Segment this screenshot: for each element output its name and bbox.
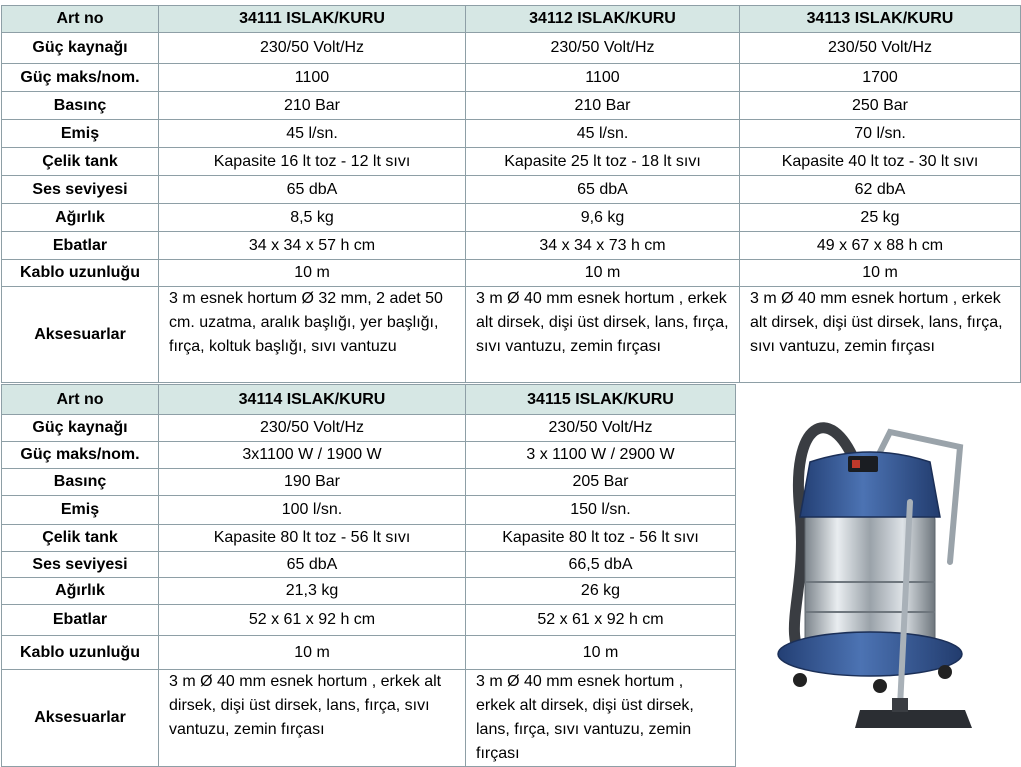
cell-value: Kapasite 25 lt toz - 18 lt sıvı <box>466 148 740 176</box>
header-label: Art no <box>2 6 159 33</box>
cell-value: 52 x 61 x 92 h cm <box>466 605 736 636</box>
row-label: Basınç <box>2 92 159 120</box>
cell-value: 230/50 Volt/Hz <box>466 33 740 64</box>
spec-row-power-supply <box>2 415 736 442</box>
spec-row-steel-tank <box>2 525 736 552</box>
accessories-text: 3 m Ø 40 mm esnek hortum , erkek alt dirsek, dişi üst dirsek, lans, fırça, sıvı vantuzu, zemin fırçası <box>159 670 466 767</box>
cell-value: 10 m <box>159 260 466 287</box>
spec-row-cable-length <box>2 636 736 670</box>
cell-value: 52 x 61 x 92 h cm <box>159 605 466 636</box>
spec-table-2 <box>1 384 736 767</box>
wet-dry-vacuum-cleaner-icon <box>760 392 992 752</box>
cell-value: 65 dbA <box>159 176 466 204</box>
row-label: Çelik tank <box>2 148 159 176</box>
spec-row-weight <box>2 204 1021 232</box>
accessories-text: 3 m Ø 40 mm esnek hortum , erkek alt dirsek, dişi üst dirsek, lans, fırça, sıvı vantuzu, zemin fırçası <box>466 670 736 767</box>
model-name: 34112 ISLAK/KURU <box>466 6 740 33</box>
header-row <box>2 6 1021 33</box>
spec-row-dimensions <box>2 232 1021 260</box>
cell-value: 45 l/sn. <box>159 120 466 148</box>
header-label: Art no <box>2 385 159 415</box>
spec-row-weight <box>2 578 736 605</box>
row-label: Kablo uzunluğu <box>2 636 159 670</box>
spec-row-suction <box>2 496 736 525</box>
cell-value: 230/50 Volt/Hz <box>159 33 466 64</box>
header-row <box>2 385 736 415</box>
model-name: 34115 ISLAK/KURU <box>466 385 736 415</box>
accessories-text: 3 m Ø 40 mm esnek hortum , erkek alt dirsek, dişi üst dirsek, lans, fırça, sıvı vantuzu, zemin fırçası <box>466 287 740 383</box>
cell-value: Kapasite 40 lt toz - 30 lt sıvı <box>740 148 1021 176</box>
model-name: 34111 ISLAK/KURU <box>159 6 466 33</box>
cell-value: 70 l/sn. <box>740 120 1021 148</box>
row-label: Aksesuarlar <box>2 670 159 767</box>
cell-value: 1100 <box>466 64 740 92</box>
row-label: Aksesuarlar <box>2 287 159 383</box>
cell-value: 66,5 dbA <box>466 552 736 578</box>
cell-value: 25 kg <box>740 204 1021 232</box>
cell-value: 1100 <box>159 64 466 92</box>
cell-value: 34 x 34 x 73 h cm <box>466 232 740 260</box>
row-label: Çelik tank <box>2 525 159 552</box>
row-label: Güç kaynağı <box>2 415 159 442</box>
cell-value: 250 Bar <box>740 92 1021 120</box>
cell-value: 230/50 Volt/Hz <box>159 415 466 442</box>
row-label: Ebatlar <box>2 232 159 260</box>
spec-row-pressure <box>2 92 1021 120</box>
cell-value: 3 x 1100 W / 2900 W <box>466 442 736 469</box>
cell-value: 10 m <box>740 260 1021 287</box>
cell-value: 10 m <box>466 636 736 670</box>
spec-row-power-supply <box>2 33 1021 64</box>
cell-value: Kapasite 80 lt toz - 56 lt sıvı <box>466 525 736 552</box>
spec-row-power <box>2 64 1021 92</box>
cell-value: 34 x 34 x 57 h cm <box>159 232 466 260</box>
cell-value: 210 Bar <box>466 92 740 120</box>
model-name: 34114 ISLAK/KURU <box>159 385 466 415</box>
cell-value: 8,5 kg <box>159 204 466 232</box>
spec-row-accessories <box>2 287 1021 383</box>
cell-value: 3x1100 W / 1900 W <box>159 442 466 469</box>
cell-value: 65 dbA <box>159 552 466 578</box>
spec-row-pressure <box>2 469 736 496</box>
row-label: Ses seviyesi <box>2 176 159 204</box>
row-label: Güç maks/nom. <box>2 442 159 469</box>
spec-row-dimensions <box>2 605 736 636</box>
cell-value: 150 l/sn. <box>466 496 736 525</box>
row-label: Ağırlık <box>2 578 159 605</box>
spec-row-steel-tank <box>2 148 1021 176</box>
spec-row-suction <box>2 120 1021 148</box>
row-label: Güç maks/nom. <box>2 64 159 92</box>
cell-value: 230/50 Volt/Hz <box>466 415 736 442</box>
spec-row-noise-level <box>2 552 736 578</box>
row-label: Ebatlar <box>2 605 159 636</box>
accessories-text: 3 m esnek hortum Ø 32 mm, 2 adet 50 cm. uzatma, aralık başlığı, yer başlığı, fırça, koltuk başlığı, sıvı vantuzu <box>159 287 466 383</box>
cell-value: Kapasite 16 lt toz - 12 lt sıvı <box>159 148 466 176</box>
cell-value: 100 l/sn. <box>159 496 466 525</box>
cell-value: 190 Bar <box>159 469 466 496</box>
cell-value: 21,3 kg <box>159 578 466 605</box>
spec-row-noise-level <box>2 176 1021 204</box>
cell-value: 205 Bar <box>466 469 736 496</box>
accessories-text: 3 m Ø 40 mm esnek hortum , erkek alt dirsek, dişi üst dirsek, lans, fırça, sıvı vantuzu, zemin fırçası <box>740 287 1021 383</box>
cell-value: 9,6 kg <box>466 204 740 232</box>
cell-value: 1700 <box>740 64 1021 92</box>
row-label: Ses seviyesi <box>2 552 159 578</box>
row-label: Emiş <box>2 120 159 148</box>
row-label: Emiş <box>2 496 159 525</box>
cell-value: 45 l/sn. <box>466 120 740 148</box>
spec-row-cable-length <box>2 260 1021 287</box>
model-name: 34113 ISLAK/KURU <box>740 6 1021 33</box>
cell-value: 26 kg <box>466 578 736 605</box>
row-label: Ağırlık <box>2 204 159 232</box>
cell-value: 49 x 67 x 88 h cm <box>740 232 1021 260</box>
spec-row-accessories <box>2 670 736 767</box>
cell-value: 210 Bar <box>159 92 466 120</box>
cell-value: Kapasite 80 lt toz - 56 lt sıvı <box>159 525 466 552</box>
cell-value: 230/50 Volt/Hz <box>740 33 1021 64</box>
cell-value: 62 dbA <box>740 176 1021 204</box>
spec-table-1 <box>1 5 1021 383</box>
row-label: Kablo uzunluğu <box>2 260 159 287</box>
cell-value: 65 dbA <box>466 176 740 204</box>
spec-row-power <box>2 442 736 469</box>
cell-value: 10 m <box>159 636 466 670</box>
cell-value: 10 m <box>466 260 740 287</box>
row-label: Güç kaynağı <box>2 33 159 64</box>
row-label: Basınç <box>2 469 159 496</box>
